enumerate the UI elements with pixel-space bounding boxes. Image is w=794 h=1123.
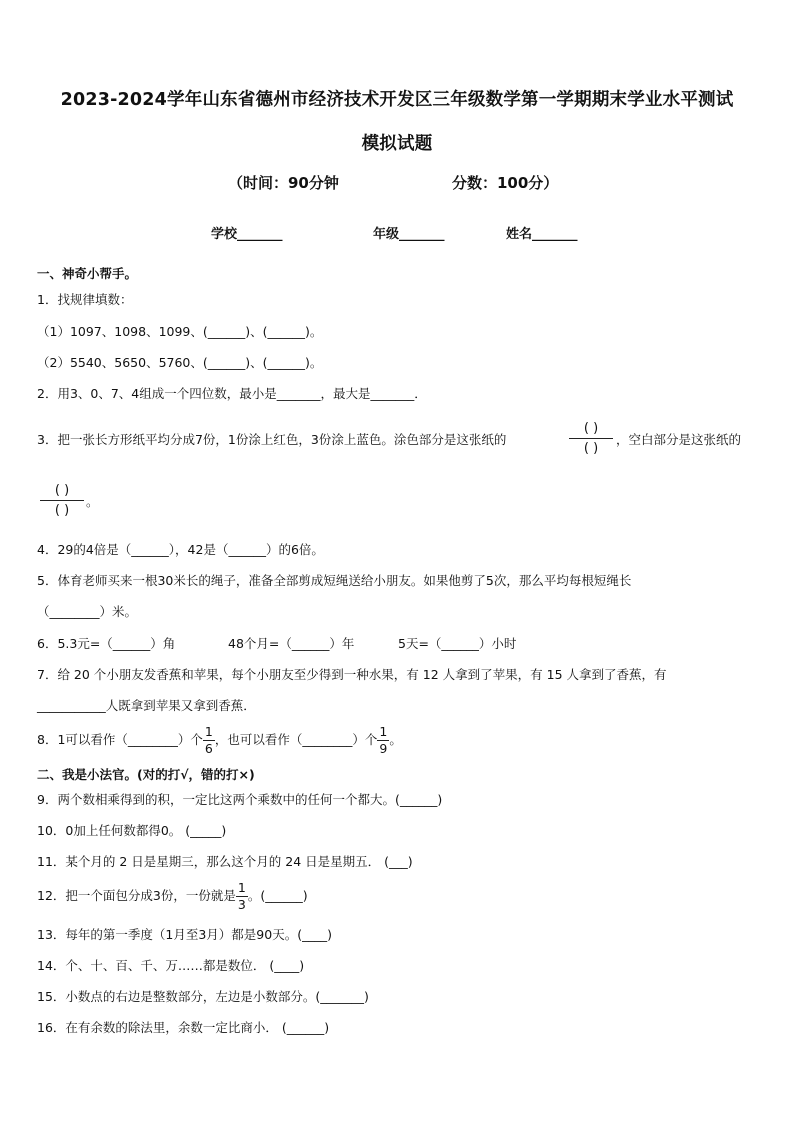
q7-line1: 7．给 20 个小朋友发香蕉和苹果，每个小朋友至少得到一种水果，有 12 人拿到了苹果，有 15 人拿到了香蕉，有 xyxy=(37,667,667,682)
exam-title-line1: 2023-2024学年山东省德州市经济技术开发区三年级数学第一学期期末学业水平测试 xyxy=(60,90,734,110)
q3-text-a: 3．把一张长方形纸平均分成7份，1份涂上红色，3份涂上蓝色。涂色部分是这张纸的 xyxy=(37,432,507,447)
q3-frac1-denominator: ( ) xyxy=(583,441,599,456)
name-field[interactable]: 姓名_______ xyxy=(506,227,578,242)
q3-text-b: ，空白部分是这张纸的 xyxy=(616,432,742,447)
section2-heading: 二、我是小法官。(对的打√，错的打×) xyxy=(37,767,255,782)
q12-part-b: 。(______) xyxy=(247,888,308,903)
q1-stem: 1．找规律填数： xyxy=(37,292,133,307)
q8-frac1-numerator: 1 xyxy=(204,724,213,739)
q6-part-a: 6．5.3元=（______）角 xyxy=(37,636,176,651)
q10: 10．0加上任何数都得0。 (_____) xyxy=(37,823,227,838)
grade-field[interactable]: 年级_______ xyxy=(373,227,445,242)
score-info: 分数：100分） xyxy=(452,174,559,192)
q16: 16．在有余数的除法里，余数一定比商小． (______) xyxy=(37,1020,330,1035)
q5-line2: （________）米。 xyxy=(37,604,138,619)
school-field[interactable]: 学校_______ xyxy=(211,227,283,242)
q9: 9．两个数相乘得到的积，一定比这两个乘数中的任何一个都大。(______) xyxy=(37,792,443,807)
q12-frac-numerator: 1 xyxy=(237,880,246,895)
q5-line1: 5．体育老师买来一根30米长的绳子，准备全部剪成短绳送给小朋友。如果他剪了5次，那么平均每根短绳长 xyxy=(37,573,632,588)
q15: 15．小数点的右边是整数部分，左边是小数部分。(_______) xyxy=(37,989,369,1004)
q8-part-b: ，也可以看作（________）个 xyxy=(214,732,378,747)
q8-fraction-1 xyxy=(203,724,215,757)
q8 xyxy=(37,724,402,757)
q12-fraction xyxy=(236,880,248,913)
q8-fraction-2 xyxy=(377,724,389,757)
q3-frac1-numerator: ( ) xyxy=(569,419,613,439)
q6-part-c: 5天=（______）小时 xyxy=(398,636,517,651)
q3-end: 。 xyxy=(86,494,99,509)
q8-part-a: 8．1可以看作（________）个 xyxy=(37,732,203,747)
q3-frac2-numerator: ( ) xyxy=(40,481,84,501)
q14: 14．个、十、百、千、万……都是数位． (____) xyxy=(37,958,305,973)
q8-frac2-denominator: 9 xyxy=(379,741,388,756)
q11: 11．某个月的 2 日是星期三，那么这个月的 24 日是星期五． (___) xyxy=(37,854,413,869)
q3-fraction-blank-2[interactable] xyxy=(40,481,84,520)
section1-heading: 一、神奇小帮手。 xyxy=(37,266,138,281)
q12 xyxy=(37,880,308,913)
time-info: （时间：90分钟 xyxy=(228,174,339,192)
q13: 13．每年的第一季度（1月至3月）都是90天。(____) xyxy=(37,927,332,942)
q1-part1: （1）1097、1098、1099、(______)、(______)。 xyxy=(37,324,323,339)
q6-part-b: 48个月=（______）年 xyxy=(228,636,355,651)
q8-frac1-denominator: 6 xyxy=(204,741,213,756)
q8-frac2-numerator: 1 xyxy=(379,724,388,739)
q4: 4．29的4倍是（______），42是（______）的6倍。 xyxy=(37,542,324,557)
q3-frac2-denominator: ( ) xyxy=(54,503,70,518)
q12-frac-denominator: 3 xyxy=(237,897,246,912)
exam-title-line2: 模拟试题 xyxy=(361,134,433,154)
q12-part-a: 12．把一个面包分成3份，一份就是 xyxy=(37,888,236,903)
q3-fraction-blank-1[interactable] xyxy=(569,419,613,458)
q8-end: 。 xyxy=(389,732,402,747)
q1-part2: （2）5540、5650、5760、(______)、(______)。 xyxy=(37,355,323,370)
q7-line2: ___________人既拿到苹果又拿到香蕉． xyxy=(37,698,256,713)
q2: 2．用3、0、7、4组成一个四位数，最小是_______，最大是_______． xyxy=(37,386,427,401)
